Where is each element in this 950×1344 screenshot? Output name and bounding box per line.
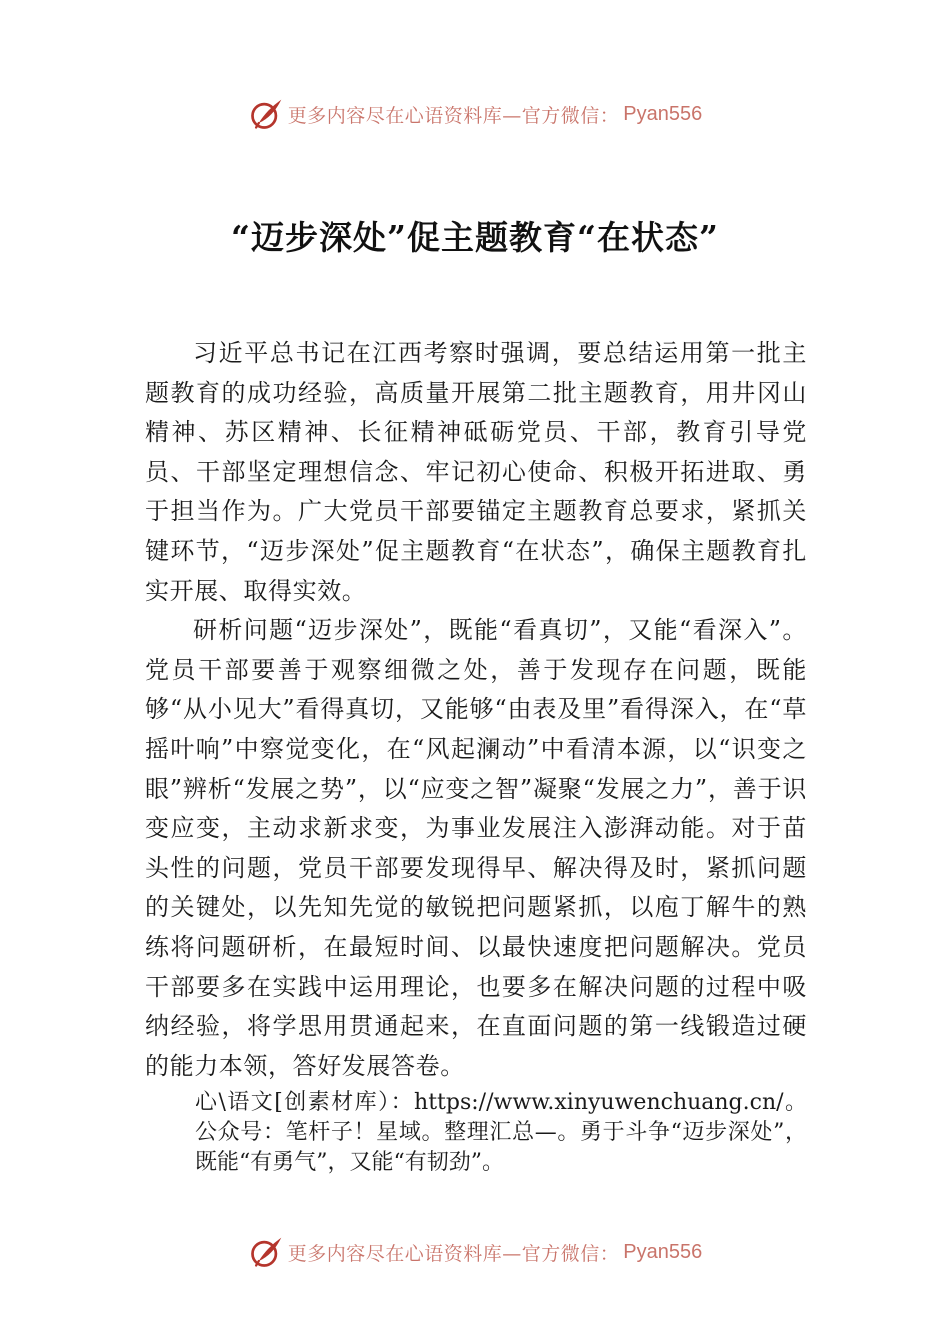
article-title: “迈步深处”促主题教育“在状态”: [231, 218, 719, 257]
article-source-note: 心\语文[创素材库）：https://www.xinyuwenchuang.cn/。公众号：笔杆子！星域。整理汇总—。勇于斗争“迈步深处”，既能“有勇气”，又能“有韧劲”。: [195, 1090, 807, 1175]
footer-banner-text: 更多内容尽在心语资料库—官方微信：: [287, 1242, 620, 1265]
footer-banner: [0, 1232, 950, 1272]
article-paragraph: 研析问题“迈步深处”，既能“看真切”，又能“看深入”。党员干部要善于观察细微之处，善于发现存在问题，既能够“从小见大”看得真切，又能够“由表及里”看得深入，在“草摇叶响”中察觉变化，在“风起澜动”中看清本源，以“识变之眼”辨析“发展之势”，以“应变之智”凝聚“发展之力”，善于识变应变，主动求新求变，为事业发展注入澎湃动能。对于苗头性的问题，党员干部要发现得早、解决得及时，紧抓问题的关键处，以先知先觉的敏锐把问题紧抓，以庖丁解牛的熟练将问题研析，在最短时间、以最快速度把问题解决。党员干部要多在实践中运用理论，也要多在解决问题的过程中吸纳经验，将学思用贯通起来，在直面问题的第一线锻造过硬的能力本领，答好发展答卷。: [145, 616, 807, 1080]
header-banner: [0, 94, 950, 134]
footer-wechat-id: Pyan556: [623, 1240, 703, 1263]
quill-logo-icon: [248, 96, 284, 132]
article-paragraph: 习近平总书记在江西考察时强调，要总结运用第一批主题教育的成功经验，高质量开展第二批主题教育，用井冈山精神、苏区精神、长征精神砥砺党员、干部，教育引导党员、干部坚定理想信念、牢记初心使命、积极开拓进取、勇于担当作为。广大党员干部要锚定主题教育总要求，紧抓关键环节，“迈步深处”促主题教育“在状态”，确保主题教育扎实开展、取得实效。: [145, 339, 807, 605]
header-wechat-id: Pyan556: [623, 102, 703, 125]
quill-logo-icon: [248, 1234, 284, 1270]
article-body: [145, 334, 807, 1086]
header-banner-text: 更多内容尽在心语资料库—官方微信：: [287, 104, 620, 127]
